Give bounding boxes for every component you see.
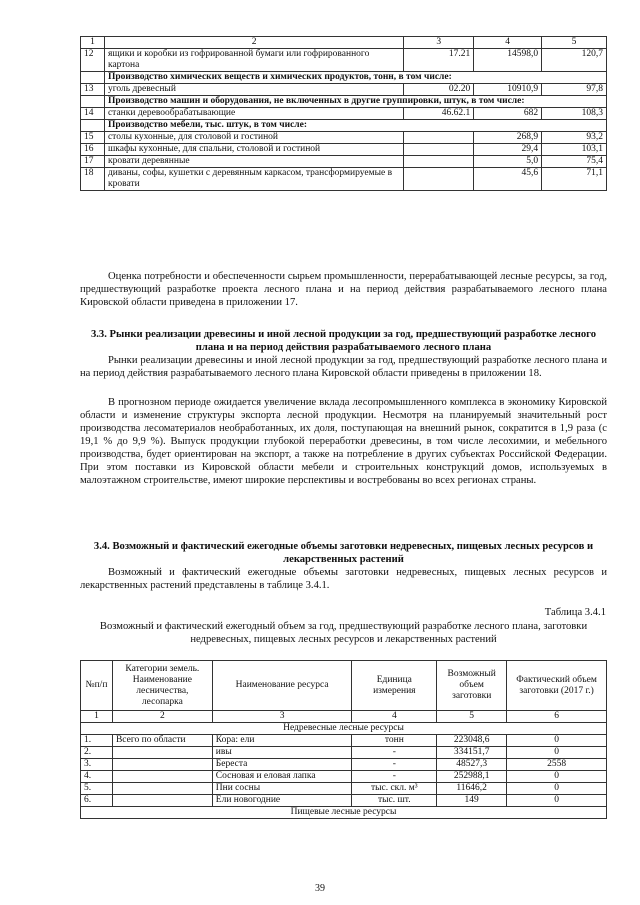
section-row (81, 72, 607, 84)
row-category (112, 771, 212, 783)
row-percent: 97,8 (542, 84, 607, 96)
row-possible: 11646,2 (437, 783, 507, 795)
table-row (81, 747, 607, 759)
row-possible: 334151,7 (437, 747, 507, 759)
row-category (112, 795, 212, 807)
col-number-4: 4 (474, 37, 542, 49)
row-name: ящики и коробки из гофрированной бумаги или гофрированного картона (104, 49, 403, 72)
row-percent: 108,3 (542, 108, 607, 120)
row-resource: Ели новогодние (212, 795, 352, 807)
row-possible: 149 (437, 795, 507, 807)
section-row (81, 120, 607, 132)
row-num: 17 (81, 156, 105, 168)
row-num: 3. (81, 759, 113, 771)
row-num: 18 (81, 168, 105, 191)
table-row (81, 759, 607, 771)
row-code (404, 156, 474, 168)
group-title: Недревесные лесные ресурсы (81, 723, 607, 735)
col-number-1: 1 (81, 37, 105, 49)
section-row (81, 96, 607, 108)
table-row (81, 156, 607, 168)
group-row (81, 723, 607, 735)
row-category: Всего по области (112, 735, 212, 747)
table-header-row (81, 661, 607, 711)
row-volume: 45,6 (474, 168, 542, 191)
heading-section-3-4: 3.4. Возможный и фактический ежегодные объемы заготовки недревесных, пищевых лесных ресурсов и лекарственных растений (93, 541, 594, 565)
table-row (81, 108, 607, 120)
row-name: шкафы кухонные, для спальни, столовой и гостиной (104, 144, 403, 156)
row-percent: 103,1 (542, 144, 607, 156)
row-name: кровати деревянные (104, 156, 403, 168)
section-title: Производство машин и оборудования, не включенных в другие группировки, штук, в том числе: (104, 96, 606, 108)
section-title: Производство химических веществ и химических продуктов, тонн, в том числе: (104, 72, 606, 84)
row-code (404, 168, 474, 191)
row-resource: Сосновая и еловая лапка (212, 771, 352, 783)
row-actual: 2558 (507, 759, 607, 771)
row-possible: 48527,3 (437, 759, 507, 771)
row-volume: 682 (474, 108, 542, 120)
production-table (80, 36, 607, 191)
row-resource: ивы (212, 747, 352, 759)
row-num: 5. (81, 783, 113, 795)
row-percent: 71,1 (542, 168, 607, 191)
row-num: 1. (81, 735, 113, 747)
row-code (404, 144, 474, 156)
row-num: 16 (81, 144, 105, 156)
row-code: 46.62.1 (404, 108, 474, 120)
row-percent: 93,2 (542, 132, 607, 144)
row-num: 13 (81, 84, 105, 96)
row-name: диваны, софы, кушетки с деревянным каркасом, трансформируемые в кровати (104, 168, 403, 191)
resources-table (80, 660, 607, 819)
col-number-6: 6 (507, 711, 607, 723)
row-category (112, 783, 212, 795)
paragraph-demand-assessment: Оценка потребности и обеспеченности сырьем промышленности, перерабатывающей лесные ресурсы, за год, предшествующий разработке проекта лесного плана и на период действия разрабатываемого лесного плана Кировской области приведена в приложении 17. (80, 271, 607, 308)
row-unit: тонн (352, 735, 437, 747)
table-number: Таблица 3.4.1 (544, 607, 606, 618)
row-actual: 0 (507, 795, 607, 807)
col-number-2: 2 (104, 37, 403, 49)
row-actual: 0 (507, 747, 607, 759)
column-numbers-row (81, 711, 607, 723)
section-title: Производство мебели, тыс. штук, в том числе: (104, 120, 606, 132)
group-title: Пищевые лесные ресурсы (81, 807, 607, 819)
row-volume: 10910,9 (474, 84, 542, 96)
row-actual: 0 (507, 783, 607, 795)
header-unit: Единица измерения (352, 661, 437, 711)
row-actual: 0 (507, 771, 607, 783)
table-row (81, 735, 607, 747)
paragraph-table-intro: Возможный и фактический ежегодные объемы заготовки недревесных, пищевых лесных ресурсов и лекарственных растений представлены в таблице 3.4.1. (80, 567, 607, 591)
row-volume: 14598,0 (474, 49, 542, 72)
table-row (81, 795, 607, 807)
row-code: 02.20 (404, 84, 474, 96)
row-name: столы кухонные, для столовой и гостиной (104, 132, 403, 144)
row-resource: Кора: ели (212, 735, 352, 747)
table-header-row (81, 37, 607, 49)
header-number: №п/п (81, 661, 113, 711)
row-code: 17.21 (404, 49, 474, 72)
row-actual: 0 (507, 735, 607, 747)
table-title: Возможный и фактический ежегодный объем за год, предшествующий разработке лесного плана, заготовки недревесных, пищевых лесных ресурсов и лекарственных растений (99, 621, 588, 645)
row-volume: 268,9 (474, 132, 542, 144)
row-unit: тыс. скл. м³ (352, 783, 437, 795)
row-num: 12 (81, 49, 105, 72)
row-resource: Береста (212, 759, 352, 771)
row-possible: 252988,1 (437, 771, 507, 783)
row-unit: - (352, 747, 437, 759)
row-percent: 120,7 (542, 49, 607, 72)
col-number-3: 3 (404, 37, 474, 49)
row-volume: 29,4 (474, 144, 542, 156)
row-unit: тыс. шт. (352, 795, 437, 807)
group-row (81, 807, 607, 819)
row-num: 14 (81, 108, 105, 120)
table-row (81, 49, 607, 72)
header-resource: Наименование ресурса (212, 661, 352, 711)
col-number-2: 2 (112, 711, 212, 723)
row-category (112, 759, 212, 771)
row-volume: 5,0 (474, 156, 542, 168)
col-number-4: 4 (352, 711, 437, 723)
table-row (81, 771, 607, 783)
table-row (81, 84, 607, 96)
row-num: 6. (81, 795, 113, 807)
row-num: 2. (81, 747, 113, 759)
row-unit: - (352, 759, 437, 771)
page-number: 39 (315, 883, 325, 894)
col-number-1: 1 (81, 711, 113, 723)
row-possible: 223048,6 (437, 735, 507, 747)
heading-section-3-3: 3.3. Рынки реализации древесины и иной лесной продукции за год, предшествующий разработке лесного плана и на период действия разрабатываемого лесного плана (90, 329, 597, 353)
row-percent: 75,4 (542, 156, 607, 168)
col-number-3: 3 (212, 711, 352, 723)
header-category: Категории земель. Наименование лесничества, лесопарка (112, 661, 212, 711)
header-actual: Фактический объем заготовки (2017 г.) (507, 661, 607, 711)
row-num: 15 (81, 132, 105, 144)
table-row (81, 132, 607, 144)
row-name: уголь древесный (104, 84, 403, 96)
table-row (81, 168, 607, 191)
col-number-5: 5 (542, 37, 607, 49)
row-num: 4. (81, 771, 113, 783)
row-resource: Пни сосны (212, 783, 352, 795)
paragraph-forecast: В прогнозном периоде ожидается увеличение вклада лесопромышленного комплекса в экономику Кировской области и изменение структуры экспорта лесной продукции. Несмотря на планируемый значительный рост производства лесоматериалов необработанных, их доля, поступающая на внешний рынок, сократится в 1,9 раза (с 19,1 % до 9,9 %). Выпуск продукции глубокой переработки древесины, в том числе лесохимии, и мебельного производства, будет ориентирован на экспорт, а также на потребление в других субъектах Российской Федерации. При этом поставки из Кировской области мебели и строительных конструкций домов, используемых в малоэтажном строительстве, имеют широкие перспективы и востребованы во всех регионах страны. (80, 397, 607, 486)
row-code (404, 132, 474, 144)
row-name: станки деревообрабатывающие (104, 108, 403, 120)
table-row (81, 144, 607, 156)
table-row (81, 783, 607, 795)
paragraph-markets: Рынки реализации древесины и иной лесной продукции за год, предшествующий разработке лесного плана и на период действия разрабатываемого лесного плана Кировской области приведены в приложении 18. (80, 355, 607, 379)
row-unit: - (352, 771, 437, 783)
header-possible: Возможный объем заготовки (437, 661, 507, 711)
col-number-5: 5 (437, 711, 507, 723)
row-category (112, 747, 212, 759)
